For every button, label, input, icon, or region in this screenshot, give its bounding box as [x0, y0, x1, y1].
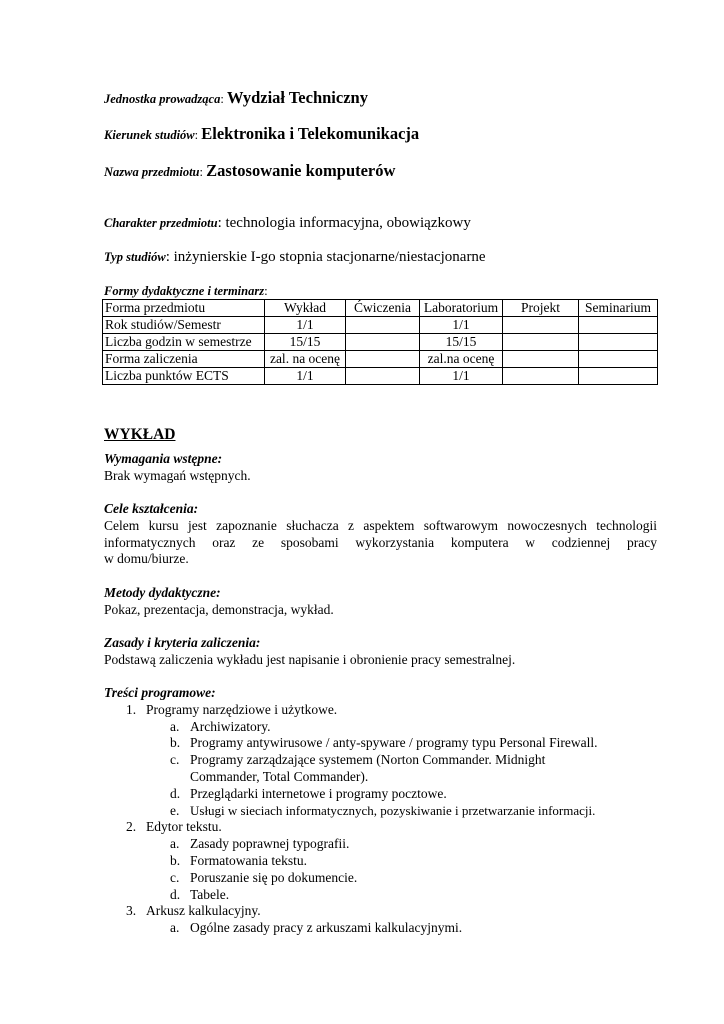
list-item: a. Archiwizatory. [170, 718, 271, 734]
table-header-cell: Laboratorium [420, 300, 503, 317]
prereq-block [104, 451, 657, 485]
table-cell [346, 334, 420, 351]
forms-table [102, 299, 658, 385]
table-cell [579, 334, 658, 351]
list-item: 3. Arkusz kalkulacyjny. [126, 903, 261, 919]
table-cell: 1/1 [420, 317, 503, 334]
prereq-text: Brak wymagań wstępnych. [104, 467, 251, 483]
table-cell: Rok studiów/Semestr [103, 317, 265, 334]
content-title: Treści programowe: [104, 685, 216, 700]
methods-block [104, 585, 657, 619]
subject-label: Nazwa przedmiotu [104, 165, 200, 179]
goals-text-end: w domu/biurze. [104, 551, 189, 567]
list-item: a. Zasady poprawnej typografii. [170, 836, 350, 852]
table-cell [503, 334, 579, 351]
table-cell [579, 368, 658, 385]
list-item: d. Tabele. [170, 886, 230, 902]
table-header-cell: Ćwiczenia [346, 300, 420, 317]
character-label: Charakter przedmiotu [104, 216, 218, 230]
field-line: Kierunek studiów: Elektronika i Telekomunikacja [104, 124, 420, 143]
rules-block [104, 635, 657, 669]
table-cell: zal.na ocenę [420, 351, 503, 368]
table-row [103, 334, 658, 351]
table-cell [346, 368, 420, 385]
table-cell: Forma zaliczenia [103, 351, 265, 368]
list-item: d. Przeglądarki internetowe i programy pocztowe. [170, 785, 447, 801]
table-header-cell: Forma przedmiotu [103, 300, 265, 317]
table-cell: 1/1 [265, 317, 346, 334]
table-row [103, 317, 658, 334]
list-item: c. Poruszanie się po dokumencie. [170, 869, 358, 885]
type-label: Typ studiów [104, 250, 166, 264]
rules-title: Zasady i kryteria zaliczenia: [104, 635, 261, 650]
unit-value: Wydział Techniczny [226, 88, 368, 107]
table-header-cell: Seminarium [579, 300, 658, 317]
type-line: Typ studiów: inżynierskie I-go stopnia stacjonarne/niestacjonarne [104, 249, 486, 265]
table-cell: zal. na ocenę [265, 351, 346, 368]
table-cell: Liczba godzin w semestrze [103, 334, 265, 351]
table-cell: 15/15 [265, 334, 346, 351]
prereq-title: Wymagania wstępne: [104, 451, 223, 466]
table-cell: 1/1 [420, 368, 503, 385]
table-header-cell: Wykład [265, 300, 346, 317]
methods-title: Metody dydaktyczne: [104, 585, 221, 600]
list-item: 2. Edytor tekstu. [126, 819, 222, 835]
table-header-row [103, 300, 658, 317]
content-block [104, 685, 664, 937]
table-cell [579, 351, 658, 368]
list-item: 1. Programy narzędziowe i użytkowe. [126, 701, 338, 717]
list-item: c. Programy zarządzające systemem (Norton Commander. Midnight Commander, Total Commander). [170, 752, 546, 784]
goals-block [104, 501, 657, 568]
field-value: Elektronika i Telekomunikacja [201, 124, 420, 143]
table-cell: Liczba punktów ECTS [103, 368, 265, 385]
table-row [103, 351, 658, 368]
unit-line: Jednostka prowadząca: Wydział Techniczny [104, 88, 368, 107]
table-cell [503, 317, 579, 334]
table-cell: 15/15 [420, 334, 503, 351]
list-item: b. Formatowania tekstu. [170, 852, 307, 868]
subject-line: Nazwa przedmiotu: Zastosowanie komputerów [104, 161, 396, 180]
rules-text: Podstawą zaliczenia wykładu jest napisanie i obronienie pracy semestralnej. [104, 651, 516, 667]
list-item: b. Programy antywirusowe / anty-spyware / programy typu Personal Firewall. [170, 735, 598, 751]
subject-value: Zastosowanie komputerów [206, 161, 396, 180]
table-cell: 1/1 [265, 368, 346, 385]
table-cell [503, 351, 579, 368]
table-cell [579, 317, 658, 334]
goals-text: Celem kursu jest zapoznanie słuchacza z aspektem softwarowym nowoczesnych technologii informatycznych oraz ze sposobami wykorzystania komputera w codziennej pracy [104, 517, 657, 550]
unit-label: Jednostka prowadząca [104, 92, 221, 106]
lecture-heading: WYKŁAD [104, 426, 176, 443]
field-label: Kierunek studiów [104, 128, 195, 142]
table-row [103, 368, 658, 385]
goals-title: Cele kształcenia: [104, 501, 199, 516]
methods-text: Pokaz, prezentacja, demonstracja, wykład. [104, 601, 334, 617]
table-cell [346, 317, 420, 334]
table-cell [503, 368, 579, 385]
list-item: a. Ogólne zasady pracy z arkuszami kalkulacyjnymi. [170, 920, 463, 936]
type-value: inżynierskie I-go stopnia stacjonarne/niestacjonarne [173, 249, 486, 265]
table-cell [346, 351, 420, 368]
forms-title: Formy dydaktyczne i terminarz: [104, 283, 268, 298]
character-line: Charakter przedmiotu: technologia informacyjna, obowiązkowy [104, 215, 471, 231]
table-header-cell: Projekt [503, 300, 579, 317]
character-value: technologia informacyjna, obowiązkowy [225, 215, 471, 231]
list-item: e. Usługi w sieciach informatycznych, pozyskiwanie i przetwarzanie informacji. [170, 802, 596, 818]
